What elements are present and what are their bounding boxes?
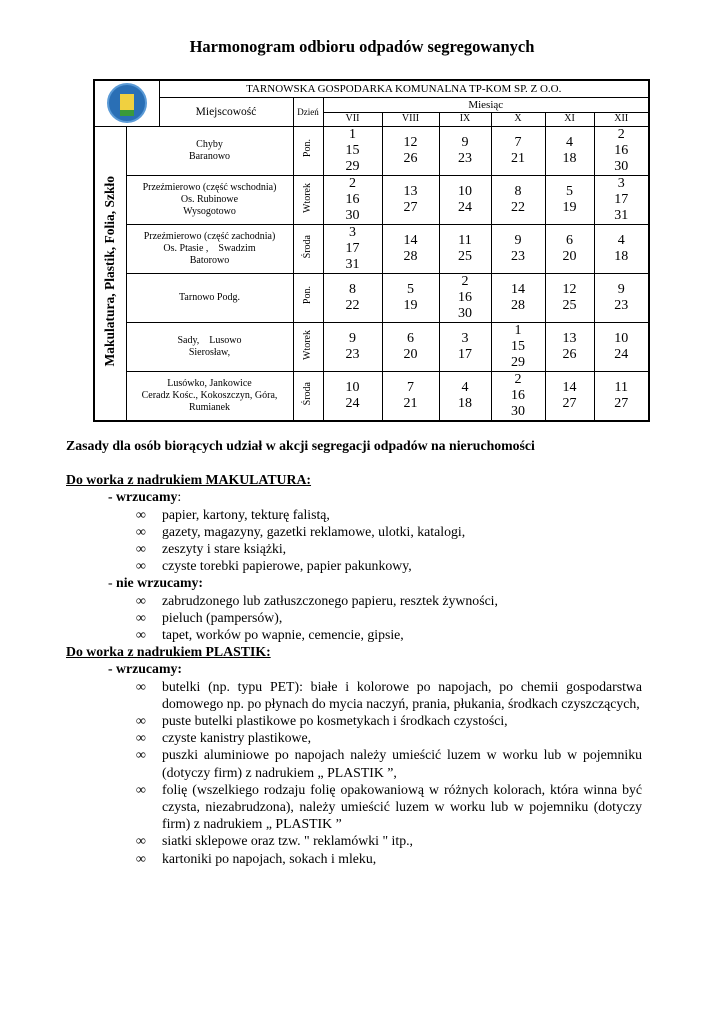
place-cell bbox=[126, 126, 293, 175]
list-item: ∞ tapet, worków po wapnie, cemencie, gipsie, bbox=[162, 626, 646, 643]
day-label: Pon. bbox=[302, 286, 313, 305]
company-name: TARNOWSKA GOSPODARKA KOMUNALNA TP-KOM SP. Z O.O. bbox=[159, 80, 649, 97]
dates-cell: 2 16 30 bbox=[439, 273, 491, 322]
place-line: Lusówko, Jankowice bbox=[167, 377, 252, 389]
paper-no-throw-label bbox=[66, 574, 646, 591]
place-line: Baranowo bbox=[188, 150, 231, 162]
dates-cell: 3 17 31 bbox=[594, 175, 649, 224]
page-title: Harmonogram odbioru odpadów segregowanych bbox=[189, 37, 535, 56]
table-row bbox=[94, 273, 649, 322]
dates-cell: 10 24 bbox=[594, 322, 649, 371]
dates-cell: 12 25 bbox=[545, 273, 594, 322]
throw-in-label: - wrzucamy bbox=[108, 489, 178, 505]
place-line: Chyby bbox=[196, 138, 223, 150]
place-line: Wysogotowo bbox=[183, 205, 236, 217]
day-cell bbox=[293, 371, 323, 421]
table-row bbox=[94, 224, 649, 273]
dates-cell: 6 20 bbox=[382, 322, 439, 371]
list-item: ∞ folię (wszelkiego rodzaju folię opakowaniową w różnych kolorach, która winna być czysta, niezabrudzona), należy umieścić luzem w worku lub w pojemniku (dotyczy firm) z nadrukiem „ PLASTIK ” bbox=[162, 781, 642, 833]
dates-cell: 2 16 30 bbox=[594, 126, 649, 175]
dates-cell: 14 28 bbox=[382, 224, 439, 273]
day-label: Wtorek bbox=[302, 329, 313, 360]
list-item: ∞ czyste kanistry plastikowe, bbox=[162, 729, 642, 746]
list-item: ∞ puszki aluminiowe po napojach należy umieścić luzem w worku lub w pojemniku (dotyczy firm) z nadrukiem „ PLASTIK ”, bbox=[162, 746, 642, 780]
place-line: Os. Rubinowe bbox=[180, 193, 239, 205]
place-line: Sady, Lusowo bbox=[177, 334, 242, 346]
list-item: ∞ zeszyty i stare książki, bbox=[162, 540, 646, 557]
place-cell bbox=[126, 371, 293, 421]
day-label: Wtorek bbox=[302, 182, 313, 213]
dates-cell: 13 26 bbox=[545, 322, 594, 371]
dates-cell: 10 24 bbox=[323, 371, 382, 421]
list-item: ∞ kartoniki po napojach, sokach i mleku, bbox=[162, 850, 642, 867]
day-label: Środa bbox=[302, 381, 313, 406]
list-item: ∞ czyste torebki papierowe, papier pakunkowy, bbox=[162, 557, 646, 574]
list-item: ∞ zabrudzonego lub zatłuszczonego papieru, resztek żywności, bbox=[162, 592, 646, 609]
rules-heading: Zasady dla osób biorących udział w akcji segregacji odpadów na nieruchomości bbox=[66, 438, 535, 453]
dates-cell: 12 26 bbox=[382, 126, 439, 175]
list-item: ∞ butelki (np. typu PET): białe i kolorowe po napojach, po chemii gospodarstwa domowego np. po płynach do mycia naczyń, prania, płukania, środkach czyszczących, bbox=[162, 678, 642, 712]
list-item: ∞ puste butelki plastikowe po kosmetykach i środkach czystości, bbox=[162, 712, 642, 729]
dates-cell: 3 17 bbox=[439, 322, 491, 371]
paper-in-list bbox=[66, 506, 646, 575]
month-header: VII bbox=[323, 112, 382, 126]
dates-cell: 13 27 bbox=[382, 175, 439, 224]
category-cell bbox=[94, 126, 126, 421]
list-item: ∞ papier, kartony, tekturę falistą, bbox=[162, 506, 646, 523]
place-cell bbox=[126, 273, 293, 322]
place-cell bbox=[126, 175, 293, 224]
colon: : bbox=[177, 489, 182, 505]
place-line: Batorowo bbox=[189, 254, 230, 266]
dates-cell: 1 15 29 bbox=[491, 322, 545, 371]
category-label: Makulatura, Plastik, Folia, Szkło bbox=[102, 175, 118, 367]
dates-cell: 2 16 30 bbox=[323, 175, 382, 224]
place-cell bbox=[126, 224, 293, 273]
plastic-throw-in-label: - wrzucamy: bbox=[108, 661, 182, 677]
dates-cell: 8 22 bbox=[323, 273, 382, 322]
table-row bbox=[94, 126, 649, 175]
day-label: Pon. bbox=[302, 139, 313, 158]
no-throw-label: nie wrzucamy: bbox=[116, 575, 204, 591]
company-logo-cell bbox=[94, 80, 159, 126]
month-header: VIII bbox=[382, 112, 439, 126]
day-cell bbox=[293, 224, 323, 273]
dates-cell: 5 19 bbox=[382, 273, 439, 322]
place-cell bbox=[126, 322, 293, 371]
header-day: Dzień bbox=[293, 97, 323, 126]
plastic-in-list bbox=[66, 678, 646, 867]
place-line: Ceradz Kośc., Kokoszczyn, Góra, bbox=[141, 389, 278, 401]
dates-cell: 11 27 bbox=[594, 371, 649, 421]
dates-cell: 14 27 bbox=[545, 371, 594, 421]
table-row bbox=[94, 322, 649, 371]
place-line: Tarnowo Podg. bbox=[179, 291, 240, 303]
dates-cell: 9 23 bbox=[491, 224, 545, 273]
table-row bbox=[94, 175, 649, 224]
place-line: Rumianek bbox=[188, 401, 231, 413]
paper-throw-in-label bbox=[66, 488, 646, 505]
dates-cell: 6 20 bbox=[545, 224, 594, 273]
month-header: XII bbox=[594, 112, 649, 126]
dates-cell: 11 25 bbox=[439, 224, 491, 273]
paper-heading: Do worka z nadrukiem MAKULATURA: bbox=[66, 472, 312, 488]
day-cell bbox=[293, 322, 323, 371]
header-place: Miejscowość bbox=[159, 97, 293, 126]
dash: - bbox=[108, 575, 117, 591]
month-header: X bbox=[491, 112, 545, 126]
dates-cell: 14 28 bbox=[491, 273, 545, 322]
dates-cell: 7 21 bbox=[491, 126, 545, 175]
dates-cell: 9 23 bbox=[594, 273, 649, 322]
dates-cell: 7 21 bbox=[382, 371, 439, 421]
dates-cell: 3 17 31 bbox=[323, 224, 382, 273]
plastic-heading: Do worka z nadrukiem PLASTIK: bbox=[66, 644, 271, 660]
paper-out-list bbox=[66, 592, 646, 644]
place-line: Przeźmierowo (część wschodnia) bbox=[142, 181, 277, 193]
day-cell bbox=[293, 273, 323, 322]
dates-cell: 2 16 30 bbox=[491, 371, 545, 421]
dates-cell: 8 22 bbox=[491, 175, 545, 224]
place-line: Os. Ptasie , Swadzim bbox=[163, 242, 256, 254]
company-logo bbox=[107, 83, 147, 123]
place-line: Przeźmierowo (część zachodnia) bbox=[143, 230, 276, 242]
schedule-table bbox=[93, 79, 650, 422]
dates-cell: 9 23 bbox=[439, 126, 491, 175]
place-line: Sierosław, bbox=[188, 346, 231, 358]
day-cell bbox=[293, 175, 323, 224]
day-label: Środa bbox=[302, 234, 313, 259]
dates-cell: 4 18 bbox=[439, 371, 491, 421]
dates-cell: 4 18 bbox=[545, 126, 594, 175]
dates-cell: 9 23 bbox=[323, 322, 382, 371]
header-month: Miesiąc bbox=[323, 97, 649, 112]
list-item: ∞ pieluch (pampersów), bbox=[162, 609, 646, 626]
table-row bbox=[94, 371, 649, 421]
dates-cell: 5 19 bbox=[545, 175, 594, 224]
list-item: ∞ gazety, magazyny, gazetki reklamowe, ulotki, katalogi, bbox=[162, 523, 646, 540]
day-cell bbox=[293, 126, 323, 175]
list-item: ∞ siatki sklepowe oraz tzw. " reklamówki " itp., bbox=[162, 832, 642, 849]
rules-section bbox=[66, 437, 646, 867]
dates-cell: 1 15 29 bbox=[323, 126, 382, 175]
dates-cell: 4 18 bbox=[594, 224, 649, 273]
month-header: XI bbox=[545, 112, 594, 126]
dates-cell: 10 24 bbox=[439, 175, 491, 224]
month-header: IX bbox=[439, 112, 491, 126]
